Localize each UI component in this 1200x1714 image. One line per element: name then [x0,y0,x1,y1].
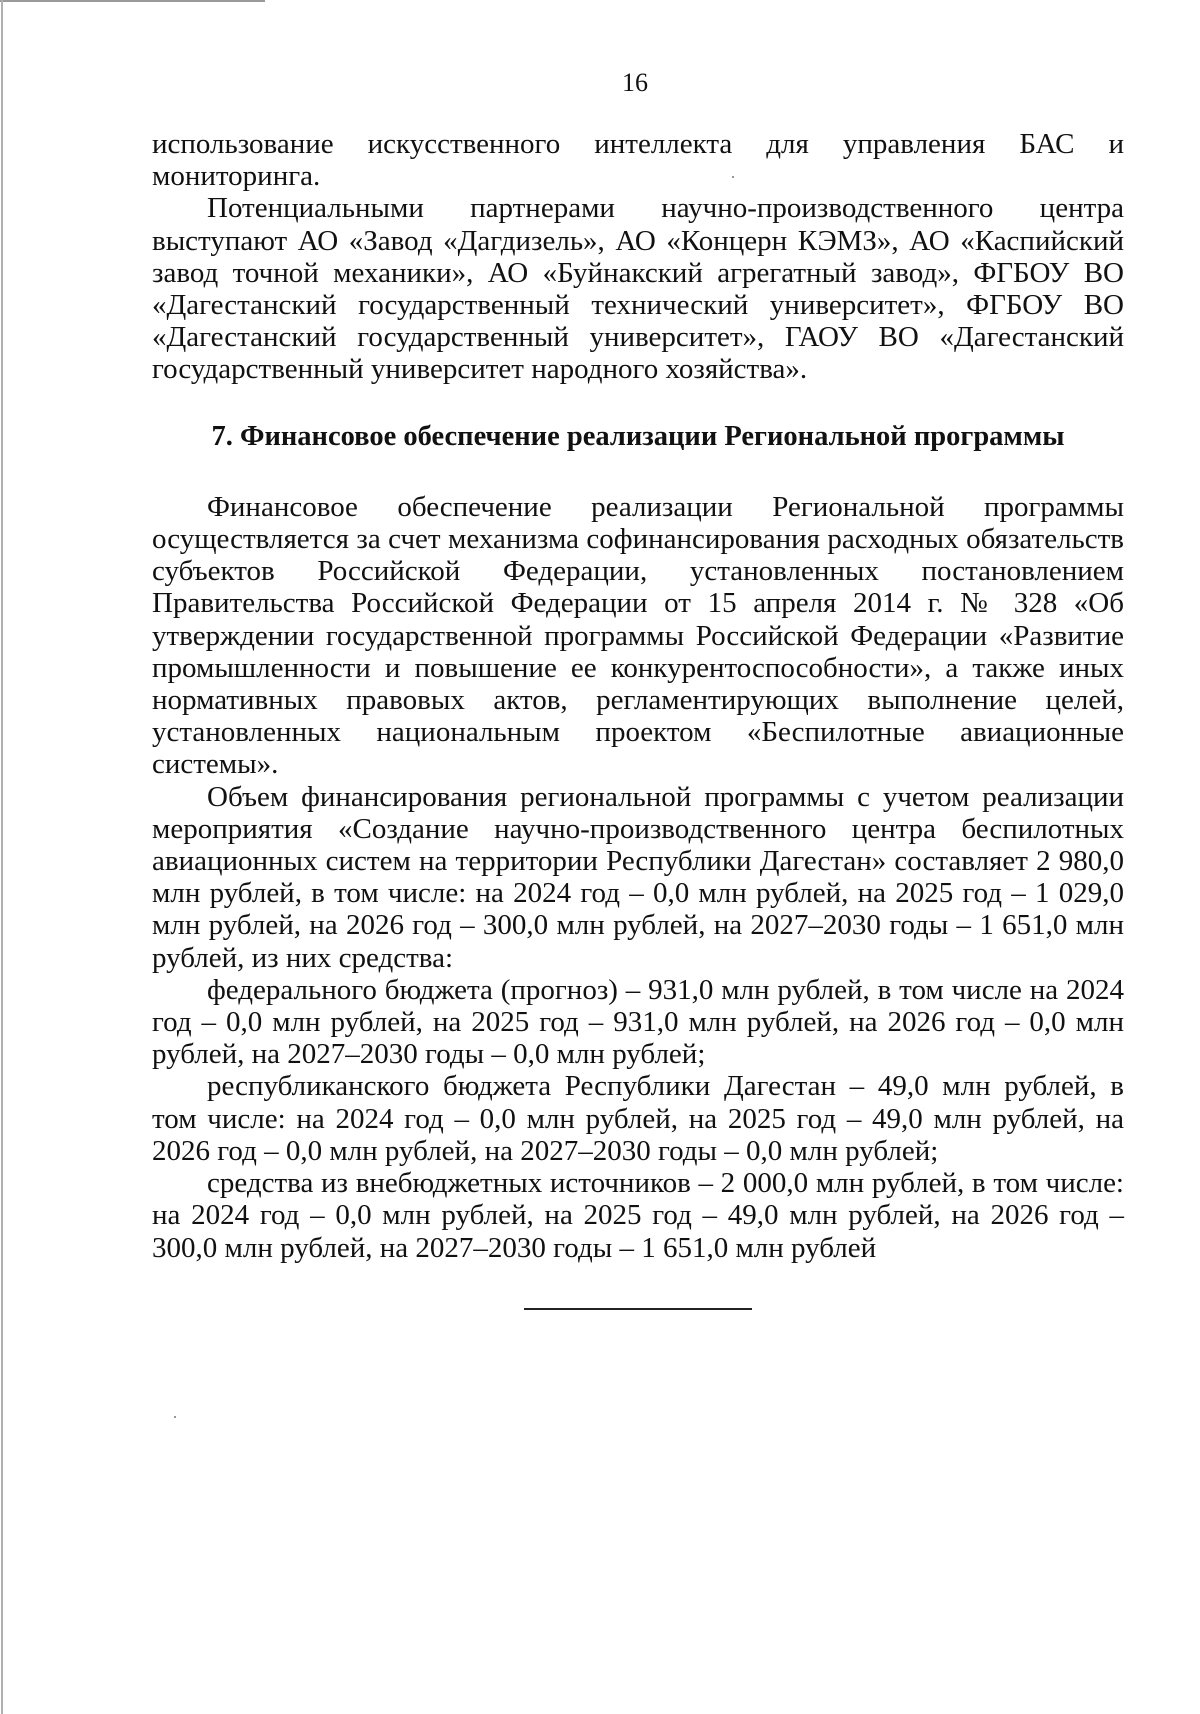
scan-speck [732,176,734,178]
paragraph-financing-volume: Объем финансирования региональной программы с учетом реализации мероприятия «Создание научно-производственного центра беспилотных авиационных систем на территории Республики Дагестан» составляет 2 980,0 млн рублей, в том числе: на 2024 год – 0,0 млн рублей, на 2025 год – 1 029,0 млн рублей, на 2026 год – 300,0 млн рублей, на 2027–2030 годы – 1 651,0 млн рублей, из них средства: [152,780,1124,974]
paragraph-partners: Потенциальными партнерами научно-производственного центра выступают АО «Завод «Дагдизель», АО «Концерн КЭМЗ», АО «Каспийский завод точной механики», АО «Буйнакский агрегатный завод», ФГБОУ ВО «Дагестанский государственный технический университет», ФГБОУ ВО «Дагестанский государственный университет», ГАОУ ВО «Дагестанский государственный университет народного хозяйства». [152,192,1124,386]
paragraph-federal-budget: федерального бюджета (прогноз) – 931,0 млн рублей, в том числе на 2024 год – 0,0 млн рублей, на 2025 год – 931,0 млн рублей, на 2026 год – 0,0 млн рублей, на 2027–2030 годы – 0,0 млн рублей; [152,973,1124,1071]
paragraph-republic-budget: республиканского бюджета Республики Дагестан – 49,0 млн рублей, в том числе: на 2024 год – 0,0 млн рублей, на 2025 год – 49,0 млн рублей, на 2026 год – 0,0 млн рублей, на 2027–2030 годы – 0,0 млн рублей; [152,1070,1124,1167]
scan-edge-top [0,0,265,2]
section-heading: 7. Финансовое обеспечение реализации Региональной программы [211,420,1065,452]
page-number: 16 [622,68,648,97]
document-body [152,128,1124,1264]
paragraph-financing-basis: Финансовое обеспечение реализации Региональной программы осуществляется за счет механизма софинансирования расходных обязательств субъектов Российской Федерации, установленных постановлением Правительства Российской Федерации от 15 апреля 2014 г. № 328 «Об утверждении государственной программы Российской Федерации «Развитие промышленности и повышение ее конкурентоспособности», а также иных нормативных правовых актов, регламентирующих выполнение целей, установленных национальным проектом «Беспилотные авиационные системы». [152,490,1124,781]
paragraph-extrabudgetary: средства из внебюджетных источников – 2 000,0 млн рублей, в том числе: на 2024 год – 0,0 млн рублей, на 2025 год – 49,0 млн рублей, на 2026 год – 300,0 млн рублей, на 2027–2030 годы – 1 651,0 млн рублей [152,1167,1124,1264]
scan-edge-left [1,0,3,1714]
paragraph-continuation: использование искусственного интеллекта для управления БАС и мониторинга. [152,128,1124,193]
scan-speck [174,1416,176,1418]
end-of-text-rule [524,1308,752,1310]
